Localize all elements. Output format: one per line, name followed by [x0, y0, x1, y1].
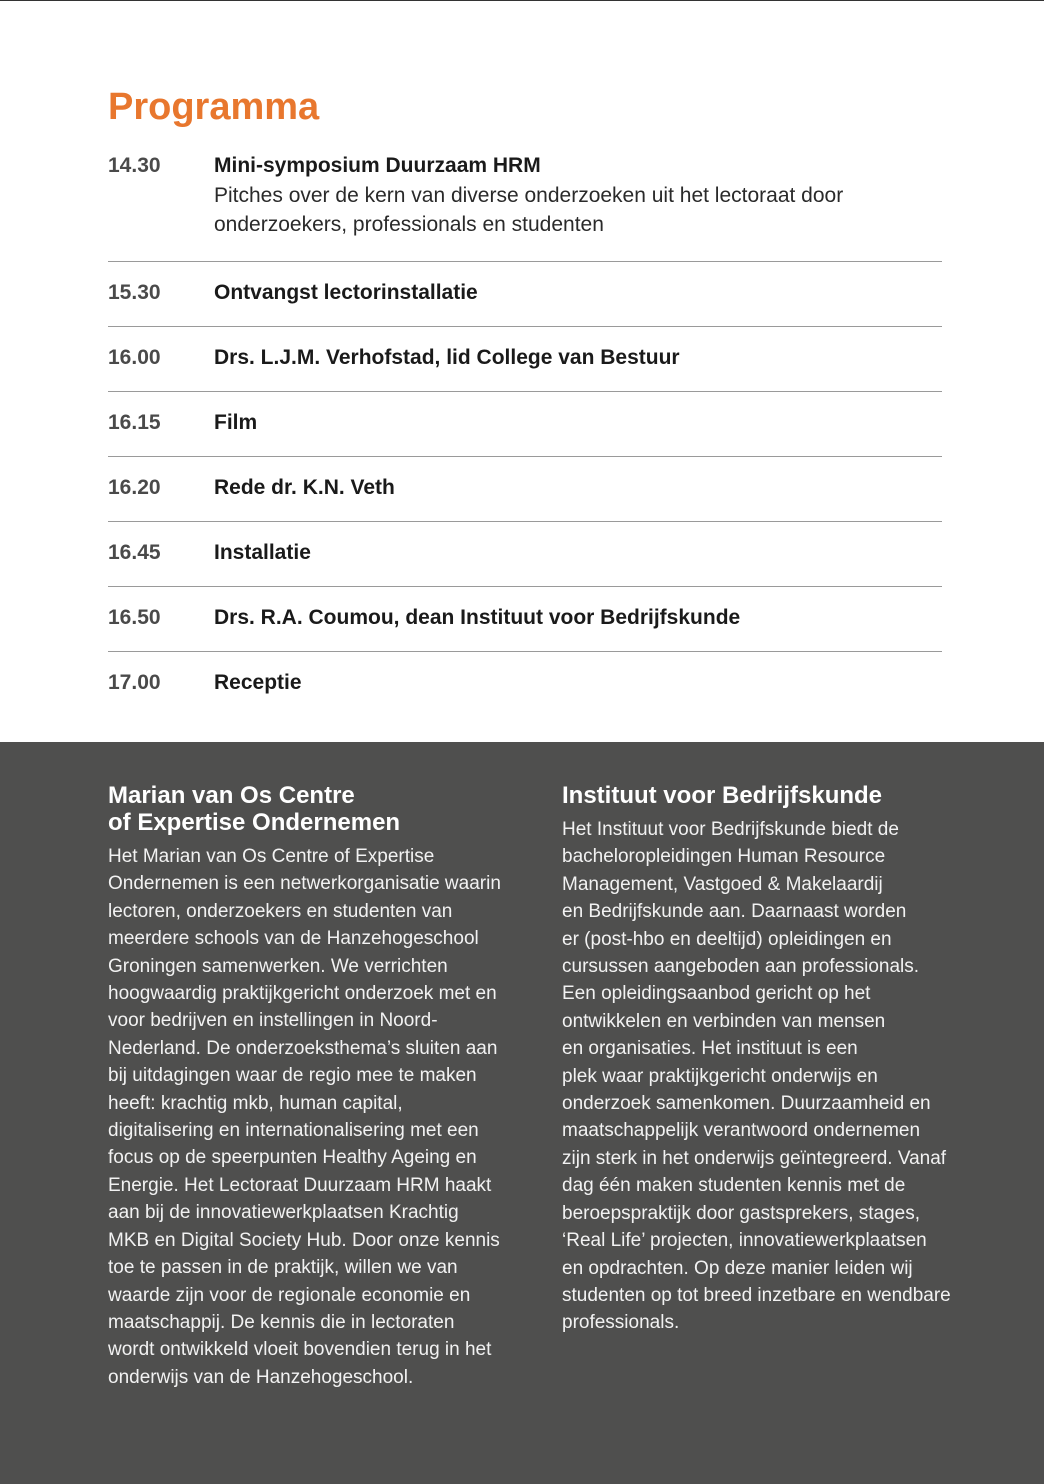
schedule-row: [108, 152, 942, 262]
schedule-list: [108, 152, 942, 717]
schedule-description: Pitches over de kern van diverse onderzoeken uit het lectoraat door onderzoekers, professionals en studenten: [214, 184, 844, 236]
centre-of-expertise-text: Het Marian van Os Centre of Expertise Ondernemen is een netwerkorganisatie waarin lectoren, onderzoekers en studenten van meerdere schools van de Hanzehogeschool Groningen samenwerken. We verrichten hoogwaardig praktijkgericht onderzoek met en voor bedrijven en instellingen in Noord- Nederland. De onderzoeksthema’s sluiten aan bij uitdagingen waar de regio mee te maken heeft: krachtig mkb, human capital, digitalisering en internationalisering met een focus op de speerpunten Healthy Ageing en Energie. Het Lectoraat Duurzaam HRM haakt aan bij de innovatiewerkplaatsen Krachtig MKB en Digital Society Hub. Door onze kennis toe te passen in de praktijk, willen we van waarde zijn voor de regionale economie en maatschappij. De kennis die in lectoraten wordt ontwikkeld vloeit bovendien terug in het onderwijs van de Hanzehogeschool.: [108, 846, 501, 1388]
schedule-time: 16.15: [108, 411, 161, 434]
schedule-time: 16.45: [108, 541, 161, 564]
schedule-title: Ontvangst lectorinstallatie: [214, 281, 478, 304]
heading-line: Marian van Os Centre: [108, 782, 355, 809]
schedule-content: [214, 474, 934, 502]
centre-of-expertise-column: [108, 782, 538, 1391]
schedule-title: Receptie: [214, 671, 302, 694]
schedule-content: [214, 344, 934, 372]
instituut-text: Het Instituut voor Bedrijfskunde biedt de bacheloropleidingen Human Resource Management, Vastgoed & Makelaardij en Bedrijfskunde aan. Daarnaast worden er (post-hbo en deeltijd) opleidingen en cursussen aangeboden aan professionals. Een opleidingsaanbod gericht op het ontwikkelen en verbinden van mensen en organisaties. Het instituut is een plek waar praktijkgericht onderwijs en onderzoek samenkomen. Duurzaamheid en maatschappelijk verantwoord ondernemen zijn sterk in het onderwijs geïntegreerd. Vanaf dag één maken studenten kennis met de beroepspraktijk door gastsprekers, stages, ‘Real Life’ projecten, innovatiewerkplaatsen en opdrachten. Op deze manier leiden wij studenten op tot breed inzetbare en wendbare professionals.: [562, 819, 951, 1334]
schedule-time: 16.20: [108, 476, 161, 499]
schedule-title: Mini-symposium Duurzaam HRM: [214, 154, 541, 177]
schedule-time: 16.00: [108, 346, 161, 369]
schedule-content: [214, 409, 934, 437]
programma-section: [108, 86, 942, 694]
schedule-row: [108, 587, 942, 652]
schedule-time: 17.00: [108, 671, 161, 694]
schedule-row: [108, 392, 942, 457]
schedule-title: Rede dr. K.N. Veth: [214, 476, 395, 499]
schedule-content: [214, 152, 934, 239]
schedule-title: Drs. L.J.M. Verhofstad, lid College van Bestuur: [214, 346, 680, 369]
schedule-row: [108, 522, 942, 587]
top-divider: [0, 0, 1044, 1]
schedule-content: [214, 669, 934, 697]
schedule-content: [214, 604, 934, 632]
schedule-row: [108, 262, 942, 327]
schedule-content: [214, 279, 934, 307]
schedule-content: [214, 539, 934, 567]
schedule-title: Film: [214, 411, 258, 434]
schedule-title: Drs. R.A. Coumou, dean Instituut voor Bedrijfskunde: [214, 606, 741, 629]
info-panel: [0, 742, 1044, 1484]
schedule-time: 14.30: [108, 154, 161, 177]
instituut-heading: Instituut voor Bedrijfskunde: [562, 782, 883, 809]
schedule-time: 16.50: [108, 606, 161, 629]
schedule-row: [108, 327, 942, 392]
page-title: Programma: [108, 86, 320, 128]
instituut-column: [562, 782, 992, 1337]
centre-of-expertise-heading: [108, 782, 538, 836]
schedule-row: [108, 652, 942, 717]
schedule-time: 15.30: [108, 281, 161, 304]
schedule-row: [108, 457, 942, 522]
schedule-title: Installatie: [214, 541, 311, 564]
heading-line: of Expertise Ondernemen: [108, 809, 401, 836]
